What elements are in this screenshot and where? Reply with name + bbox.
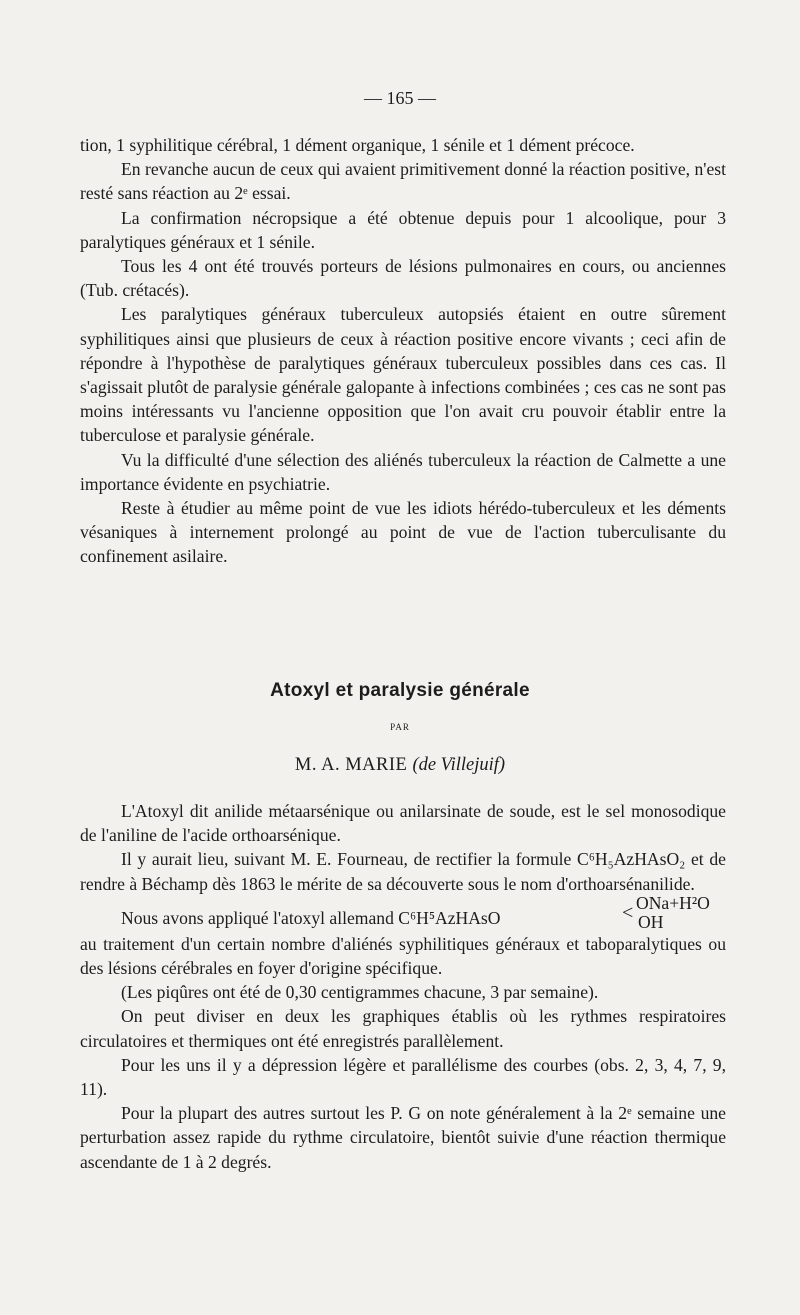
paragraph: En revanche aucun de ceux qui avaient primitivement donné la réaction positive, n'est resté sans réaction au 2ᵉ essai. <box>80 159 726 204</box>
paragraph: Pour la plupart des autres surtout les P. G on note généralement à la 2ᵉ semaine une perturbation assez rapide du rythme circulatoire, bientôt suivie d'une réaction thermique ascendante de 1 à 2 degrés. <box>80 1103 726 1172</box>
paragraph: On peut diviser en deux les graphiques établis où les rythmes respiratoires circulatoires et thermiques ont été enregistrés parallèlement. <box>80 1006 726 1051</box>
article-title: Atoxyl et paralysie générale <box>270 680 530 701</box>
formula-branches <box>622 892 726 932</box>
author-affiliation: (de Villejuif) <box>412 755 506 775</box>
author-line <box>0 755 800 776</box>
paragraph: La confirmation nécropsique a été obtenue depuis pour 1 alcoolique, pour 3 paralytiques généraux et 1 sénile. <box>80 207 726 252</box>
paragraph: Les paralytiques généraux tuberculeux autopsiés étaient en outre sûrement syphilitiques ainsi que plusieurs de ceux à réaction positive encore vivants ; ceci afin de répondre à l'hypothèse de paralytiques généraux tuberculeux possibles dans ces cas. Il s'agissait plutôt de paralysie générale galopante à infections combinées ; ces cas ne sont pas moins intéressants vu l'ancienne opposition que l'on avait cru pouvoir établir entre la tuberculose et paralysie générale. <box>80 304 726 446</box>
paragraph: Tous les 4 ont été trouvés porteurs de lésions pulmonaires en cours, ou anciennes (Tub. crétacés). <box>80 256 726 301</box>
chemical-formula: C⁶H⁵AzHAsO <box>398 907 501 928</box>
formula-branch-bottom: OH <box>638 911 664 932</box>
paragraph-text: Nous avons appliqué l'atoxyl allemand <box>121 907 399 928</box>
paragraph: L'Atoxyl dit anilide métaarsénique ou anilarsinate de soude, est le sel monosodique de l'aniline de l'acide orthoarsénique. <box>80 801 726 846</box>
paragraph: Vu la difficulté d'une sélection des aliénés tuberculeux la réaction de Calmette a une importance évidente en psychiatrie. <box>80 449 726 494</box>
paragraph: Pour les uns il y a dépression légère et parallélisme des courbes (obs. 2, 3, 4, 7, 9, 11). <box>80 1054 726 1100</box>
section-continuation <box>80 133 726 569</box>
formula-line-text <box>121 906 500 930</box>
paragraph: au traitement d'un certain nombre d'aliénés syphilitiques généraux et taboparalytiques ou des lésions cérébrales en foyer d'origine spécifique. <box>80 933 726 979</box>
formula-branch-top: ONa+H²O <box>636 892 710 913</box>
paragraph: Reste à étudier au même point de vue les idiots hérédo-tuberculeux et les déments vésaniques à internement prolongé au point de vue de l'action tuberculisante du confinement asilaire. <box>80 498 726 567</box>
formula-line <box>80 892 726 932</box>
branch-symbol: < <box>622 901 634 924</box>
paragraph: tion, 1 syphilitique cérébral, 1 dément organique, 1 sénile et 1 dément précoce. <box>80 135 635 155</box>
paragraph-text: et de rendre à Béchamp dès 1863 le mérite de sa découverte sous le nom d'orthoarsénanilide. <box>80 849 726 894</box>
article-body <box>80 799 726 1174</box>
paragraph-with-formula <box>80 847 726 895</box>
paragraph-text: Il y aurait lieu, suivant M. E. Fourneau, de rectifier la formule <box>121 849 577 870</box>
paragraph: (Les piqûres ont été de 0,30 centigrammes chacune, 3 par semaine). <box>121 982 599 1003</box>
byline-par: PAR <box>390 722 410 732</box>
chemical-formula: C⁶H₅AzHAsO₂ <box>577 849 686 870</box>
author-name: M. A. MARIE <box>294 755 408 775</box>
page-number: — 165 — <box>364 88 436 108</box>
